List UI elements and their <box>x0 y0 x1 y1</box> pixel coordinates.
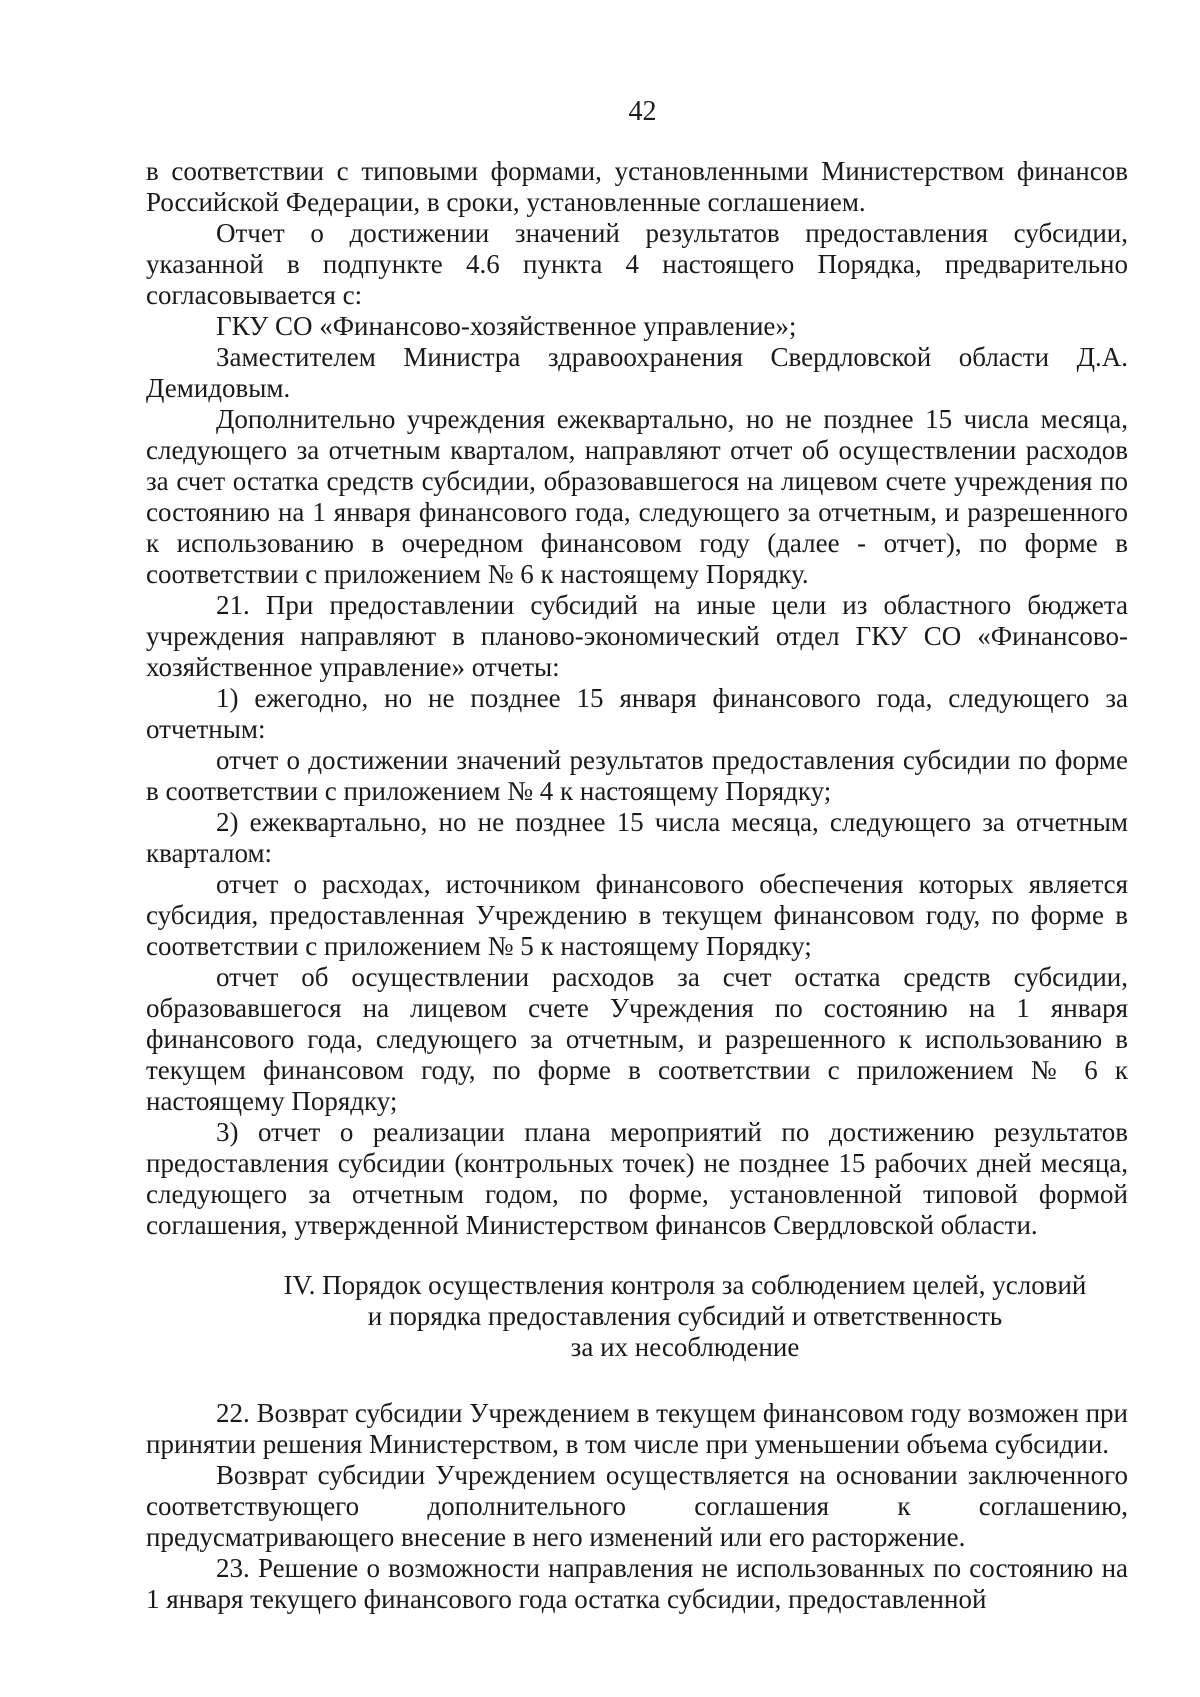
paragraph: Дополнительно учреждения ежеквартально, но не позднее 15 числа месяца, следующего за отчетным кварталом, направляют отчет об осуществлении расходов за счет остатка средств субсидии, образовавшегося на лицевом счете учреждения по состоянию на 1 января финансового года, следующего за отчетным, и разрешенного к использованию в очередном финансовом году (далее - отчет), по форме в соответствии с приложением № 6 к настоящему Порядку. <box>146 404 1128 589</box>
paragraph: 23. Решение о возможности направления не использованных по состоянию на 1 января текущего финансового года остатка субсидии, предоставленной <box>146 1553 1128 1614</box>
section-heading-line: и порядка предоставления субсидий и ответственность <box>367 1301 1003 1331</box>
paragraph: отчет о достижении значений результатов предоставления субсидии по форме в соответствии с приложением № 4 к настоящему Порядку; <box>146 745 1128 806</box>
section-heading <box>146 1270 1128 1363</box>
paragraph: отчет об осуществлении расходов за счет остатка средств субсидии, образовавшегося на лицевом счете Учреждения по состоянию на 1 января финансового года, следующего за отчетным, и разрешенного к использованию в текущем финансовом году, по форме в соответствии с приложением № 6 к настоящему Порядку; <box>146 962 1128 1116</box>
document-body <box>146 156 1128 1615</box>
paragraph: отчет о расходах, источником финансового обеспечения которых является субсидия, предоставленная Учреждению в текущем финансовом году, по форме в соответствии с приложением № 5 к настоящему Порядку; <box>146 869 1128 961</box>
paragraphs-after-heading <box>146 1398 1128 1615</box>
paragraph: в соответствии с типовыми формами, установленными Министерством финансов Российской Федерации, в сроки, установленные соглашением. <box>146 156 1128 217</box>
paragraph: 21. При предоставлении субсидий на иные цели из областного бюджета учреждения направляют в планово-экономический отдел ГКУ СО «Финансово-хозяйственное управление» отчеты: <box>146 590 1128 682</box>
paragraph: 22. Возврат субсидии Учреждением в текущем финансовом году возможен при принятии решения Министерством, в том числе при уменьшении объема субсидии. <box>146 1398 1128 1459</box>
paragraph: 2) ежеквартально, но не позднее 15 числа месяца, следующего за отчетным кварталом: <box>146 807 1128 868</box>
paragraph: ГКУ СО «Финансово-хозяйственное управление»; <box>216 311 797 341</box>
section-heading-line: IV. Порядок осуществления контроля за соблюдением целей, условий <box>283 1270 1087 1300</box>
page-number: 42 <box>628 96 657 127</box>
paragraph: 1) ежегодно, но не позднее 15 января финансового года, следующего за отчетным: <box>146 683 1128 744</box>
paragraph: Возврат субсидии Учреждением осуществляется на основании заключенного соответствующего дополнительного соглашения к соглашению, предусматривающего внесение в него изменений или его расторжение. <box>146 1460 1128 1552</box>
paragraph: Отчет о достижении значений результатов предоставления субсидии, указанной в подпункте 4.6 пункта 4 настоящего Порядка, предварительно согласовывается с: <box>146 218 1128 310</box>
paragraph: 3) отчет о реализации плана мероприятий по достижению результатов предоставления субсидии (контрольных точек) не позднее 15 рабочих дней месяца, следующего за отчетным годом, по форме, установленной типовой формой соглашения, утвержденной Министерством финансов Свердловской области. <box>146 1117 1128 1240</box>
section-heading-line: за их несоблюдение <box>570 1332 800 1362</box>
paragraph: Заместителем Министра здравоохранения Свердловской области Д.А. Демидовым. <box>146 342 1128 403</box>
paragraphs-before-heading <box>146 156 1128 1241</box>
